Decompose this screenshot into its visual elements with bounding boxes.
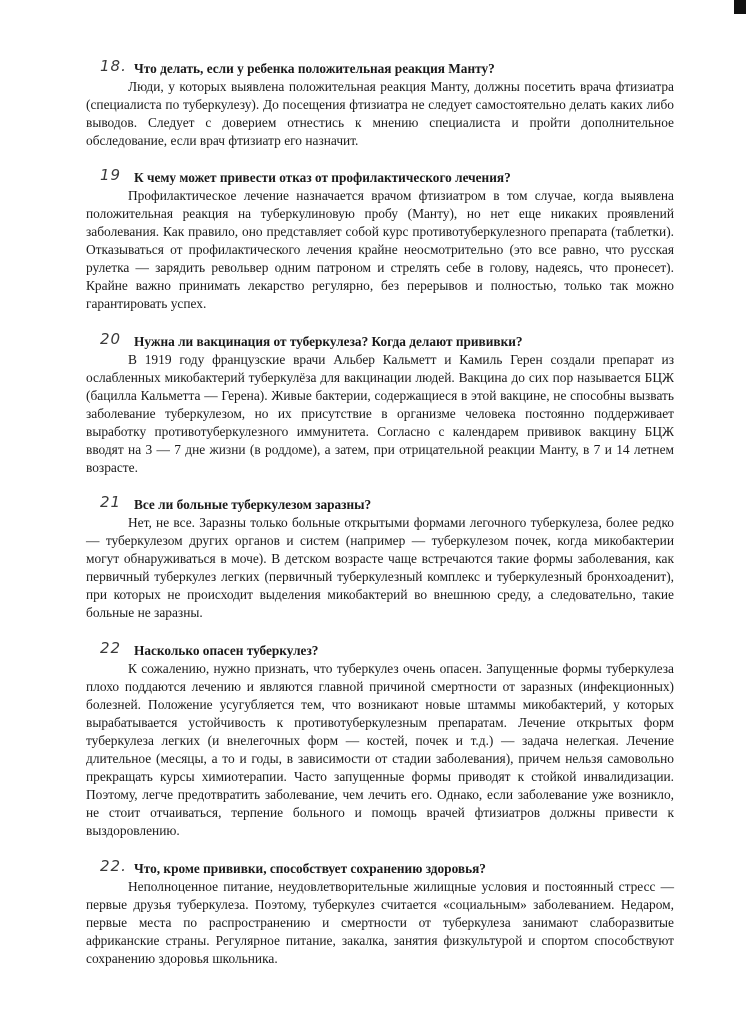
heading-text: Все ли больные туберкулезом заразны? [134,497,372,512]
heading-text: Что, кроме прививки, способствует сохранению здоровья? [134,861,486,876]
scan-corner-mark [734,0,746,14]
heading-text: Нужна ли вакцинация от туберкулеза? Когда делают прививки? [134,334,523,349]
section-text: Нет, не все. Заразны только больные открытыми формами легочного туберкулеза, более редко — туберкулезом других органов и систем (например — туберкулезом почек, когда микобактерии могут обнаруживаться в моче). В детском возрасте чаще встречаются такие формы заболевания, как первичный туберкулез легких (первичный туберкулезный комплекс и туберкулезный бронхоаденит), при которых не происходит выделения микобактерий во внешнюю среду, а следовательно, такие больные не заразны. [86,515,674,620]
section-heading [86,639,674,660]
section-text: В 1919 году французские врачи Альбер Кальметт и Камиль Герен создали препарат из ослабленных микобактерий туберкулёза для вакцинации людей. Вакцина до сих пор называется БЦЖ (бацилла Кальметта — Герена). Живые бактерии, содержащиеся в этой вакцине, не способны вызвать заболевание туберкулезом, но их присутствие в организме человека постоянно поддерживает выработку противотуберкулезного иммунитета. Согласно с календарем прививок вакцину БЦЖ вводят на 3 — 7 дне жизни (в роддоме), а затем, при отрицательной реакции Манту, в 7 и 14 летнем возрасте. [86,352,674,475]
section-heading [86,857,674,878]
section-text: Неполноценное питание, неудовлетворительные жилищные условия и постоянный стресс — первые друзья туберкулеза. Поэтому, туберкулез считается «социальным» заболеванием. Недаром, первые места по распространению и смертности от туберкулеза занимают слаборазвитые африканские страны. Регулярное питание, закалка, занятия физкультурой и спортом способствуют сохранению здоровья школьника. [86,879,674,966]
handwritten-number: 20 [100,330,122,348]
handwritten-number: 21 [100,493,122,511]
document-body [86,57,674,968]
section-heading [86,57,674,78]
heading-text: Что делать, если у ребенка положительная реакция Манту? [134,61,495,76]
section-18 [86,57,674,150]
section-text: Профилактическое лечение назначается врачом фтизиатром в том случае, когда выявлена положительная реакция на туберкулиновую пробу (Манту), но нет еще никаких проявлений заболевания. Как правило, оно представляет собой курс противотуберкулезного препарата (таблетки). Отказываться от профилактического лечения крайне неосмотрительно (это все равно, что русская рулетка — зарядить револьвер одним патроном и стрелять себе в голову, надеясь, что пронесет). Крайне важно принимать лекарство регулярно, без перерывов и полностью, только так можно гарантировать успех. [86,188,674,311]
section-21 [86,493,674,622]
section-heading [86,166,674,187]
handwritten-number: 19 [100,166,122,184]
section-text: Люди, у которых выявлена положительная реакция Манту, должны посетить врача фтизиатра (специалиста по туберкулезу). До посещения фтизиатра не следует самостоятельно делать каких либо выводов. Следует с доверием отнестись к мнению специалиста и пройти дополнительное обследование, если врач фтизиатр его назначит. [86,79,674,148]
handwritten-number: 22 [100,639,122,657]
handwritten-number: 18. [100,57,127,75]
section-19 [86,166,674,313]
heading-text: К чему может привести отказ от профилактического лечения? [134,170,511,185]
handwritten-number: 22. [100,857,127,875]
section-heading [86,330,674,351]
heading-text: Насколько опасен туберкулез? [134,643,319,658]
section-22b [86,857,674,968]
section-text: К сожалению, нужно признать, что туберкулез очень опасен. Запущенные формы туберкулеза плохо поддаются лечению и являются главной причиной смертности от заразных (инфекционных) болезней. Положение усугубляется тем, что возникают новые штаммы микобактерий, у которых вырабатывается устойчивость к противотуберкулезным препаратам. Лечение открытых форм туберкулеза легких (и внелегочных форм — костей, почек и т.д.) — задача нелегкая. Лечение длительное (месяцы, а то и годы, в зависимости от стадии заболевания), причем нельзя самовольно прекращать курсы химиотерапии. Часто запущенные формы приводят к стойкой инвалидизации. Поэтому, легче предотвратить заболевание, чем лечить его. Однако, если заболевание уже возникло, не стоит отчаиваться, терпение больного и помощь врачей фтизиатров должны привести к выздоровлению. [86,661,674,838]
section-22 [86,639,674,840]
section-20 [86,330,674,477]
section-heading [86,493,674,514]
